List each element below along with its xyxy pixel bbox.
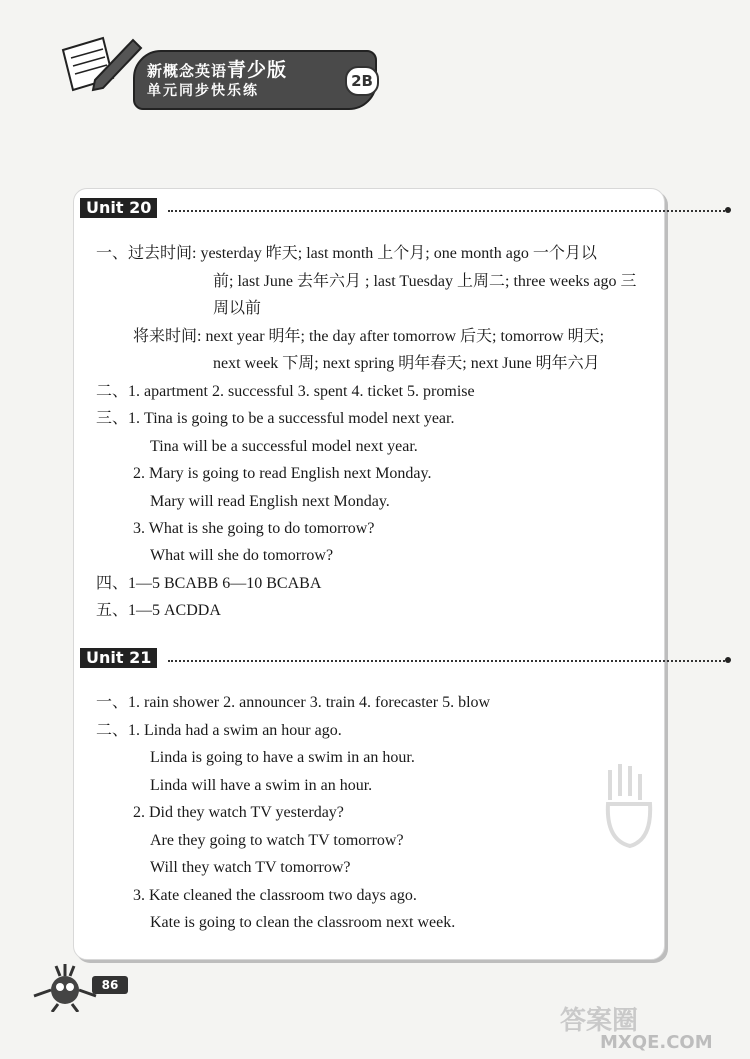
answer-line: 一、1. rain shower 2. announcer 3. train 4. forecaster 5. blow	[96, 694, 491, 711]
answer-line: Kate is going to clean the classroom next week.	[150, 914, 456, 931]
watermark-logo: 答案圈	[560, 1006, 639, 1036]
answer-line: 3. What is she going to do tomorrow?	[133, 520, 375, 537]
answer-line: 前; last June 去年六月 ; last Tuesday 上周二; three weeks ago 三	[213, 273, 637, 290]
answer-line: 2. Did they watch TV yesterday?	[133, 804, 344, 821]
answer-line: 将来时间: next year 明年; the day after tomorrow 后天; tomorrow 明天;	[133, 328, 605, 345]
mascot-icon	[30, 962, 100, 1012]
watermark-url: MXQE.COM	[600, 1032, 713, 1053]
answer-line: next week 下周; next spring 明年春天; next June 明年六月	[213, 355, 600, 372]
answer-line: What will she do tomorrow?	[150, 547, 334, 564]
answer-line: Will they watch TV tomorrow?	[150, 859, 351, 876]
answer-line: Linda is going to have a swim in an hour.	[150, 749, 415, 766]
rule-end-dot	[725, 657, 731, 663]
answer-line: Are they going to watch TV tomorrow?	[150, 832, 404, 849]
answer-line: 二、1. apartment 2. successful 3. spent 4. ticket 5. promise	[96, 383, 475, 400]
answer-line: Linda will have a swim in an hour.	[150, 777, 373, 794]
header-banner	[55, 30, 373, 110]
hand-icon	[600, 760, 660, 850]
notebook-pencil-icon	[55, 30, 145, 100]
grade-badge: 2B	[345, 66, 379, 96]
answer-line: Mary will read English next Monday.	[150, 493, 390, 510]
dotted-rule	[168, 210, 728, 212]
answer-line: 二、1. Linda had a swim an hour ago.	[96, 722, 342, 739]
answer-line: Tina will be a successful model next year.	[150, 438, 418, 455]
series-subtitle: 单元同步快乐练	[147, 83, 259, 99]
answer-line: 一、过去时间: yesterday 昨天; last month 上个月; one month ago 一个月以	[96, 245, 597, 262]
answer-line: 五、1—5 ACDDA	[96, 602, 221, 619]
answer-line: 四、1—5 BCABB 6—10 BCABA	[96, 575, 322, 592]
page-number: 86	[92, 976, 128, 994]
answer-line: 周以前	[213, 300, 262, 317]
rule-end-dot	[725, 207, 731, 213]
answer-line: 3. Kate cleaned the classroom two days ago.	[133, 887, 417, 904]
unit-title: Unit 20	[80, 198, 157, 218]
dotted-rule	[168, 660, 728, 662]
answer-line: 2. Mary is going to read English next Monday.	[133, 465, 432, 482]
answer-line: 三、1. Tina is going to be a successful model next year.	[96, 410, 455, 427]
unit-title: Unit 21	[80, 648, 157, 668]
series-title: 新概念英语青少版	[147, 59, 288, 81]
